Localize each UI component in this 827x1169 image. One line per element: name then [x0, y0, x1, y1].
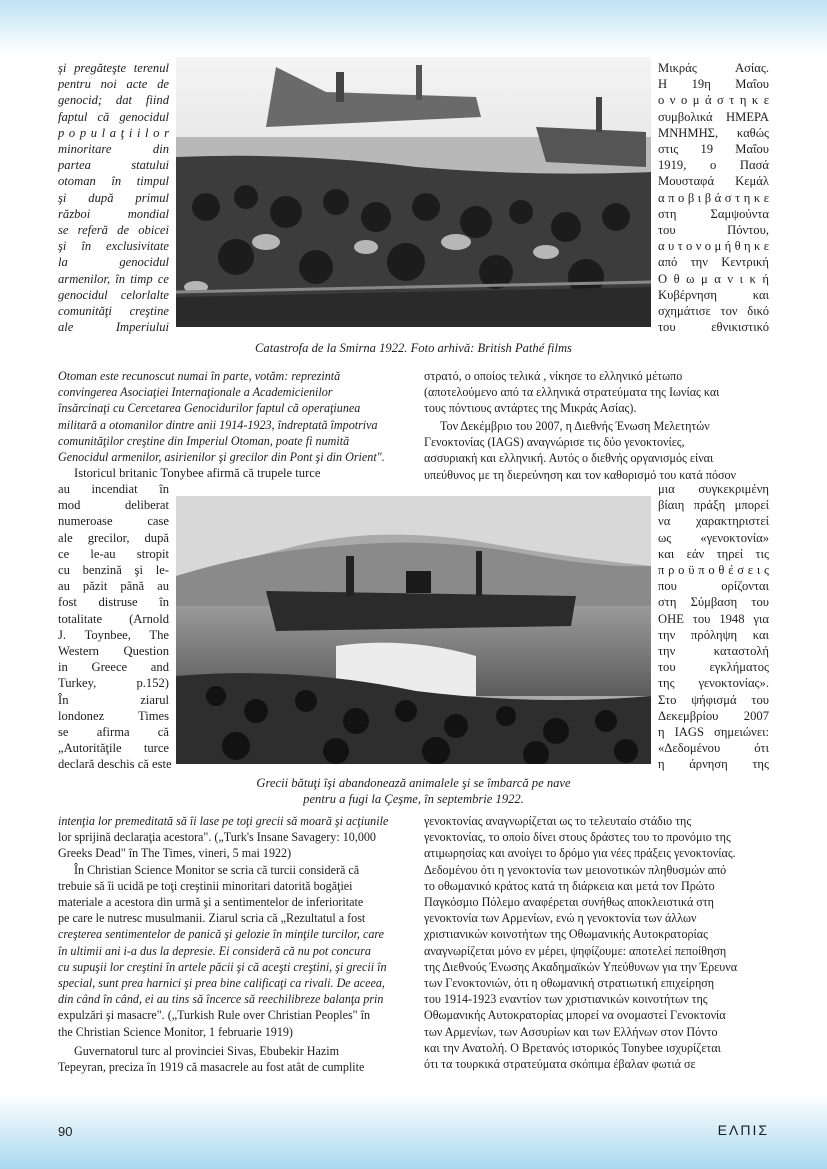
text-line: şi în exclusivitate	[58, 239, 169, 254]
text-line: şi pregăteşte terenul	[58, 61, 169, 75]
text-line: însărcinaţi cu Cercetarea Genocidurilor faptul că operaţiunea	[58, 401, 361, 416]
text-line: totalitate (Arnold	[58, 611, 169, 626]
text-line: pe care le nutresc musulmanii. Ziarul scria că „Rezultatul a fost	[58, 911, 366, 926]
journal-title: ΕΛΠΙΣ	[717, 1122, 769, 1138]
text-line: μια συγκεκριμένη	[658, 482, 769, 496]
smyrna-harbor-photo	[176, 57, 651, 327]
text-line: αναγνωρίζεται μόνο εν μέρει, ψηφίζουμε: αποτελεί πεποίθηση	[424, 943, 727, 958]
text-line: intenţia lor premeditată să îi lase pe toţi grecii să moară şi acţiunile	[58, 814, 389, 828]
text-line: Guvernatorul turc al provinciei Sivas, Ebubekir Hazim	[74, 1043, 339, 1058]
text-line: ale Imperiului	[58, 320, 169, 335]
text-line: Στο ψήφισμά του	[658, 692, 769, 707]
right-paragraph-1	[424, 368, 769, 417]
text-line: mod deliberat	[58, 498, 169, 513]
text-line: που ορίζονται	[658, 579, 769, 594]
text-line: comunităţilor creştine din Imperiul Otoman, poate fi numită	[58, 433, 350, 448]
text-line: Παγκόσμιο Πόλεμο αναφέρεται συνήθως αποκλειστικά στη	[424, 895, 715, 910]
text-line: creşterea sentimentelor de panică şi gelozie în minţile turcilor, care	[58, 927, 385, 942]
text-line: ο ν ο μ ά σ τ η κ ε	[658, 93, 769, 108]
text-line: au incendiat în	[58, 482, 169, 496]
text-line: special, sunt prea harnici şi prea bine calificaţi ca rivali. De aceea,	[58, 976, 385, 991]
text-line: otoman în timpul	[58, 174, 169, 189]
text-line: (αποτελούμενο από τα ελληνικά στρατεύματα της Ιωνίας και	[424, 385, 720, 400]
text-line: militară a otomanilor dintre anii 1914-1923, îndreptată împotriva	[58, 417, 378, 432]
page-number: 90	[58, 1124, 73, 1139]
text-line: partea statului	[58, 158, 169, 173]
text-line: στρατό, ο οποίος τελικά , νίκησε το ελληνικό μέτωπο	[424, 369, 683, 383]
text-line: Δεδομένου ότι η γενοκτονία των μειονοτικών πληθυσμών από	[424, 862, 727, 877]
text-line: Οθωμανικής Αυτοκρατορίας μπορεί να ονομαστεί Γενοκτονία	[424, 1008, 726, 1023]
text-line: din când în când, ei au tins să încerce să reechilibreze balanţa prin	[58, 992, 384, 1007]
text-line: Δεκεμβρίου 2007	[658, 708, 769, 723]
text-line: του εθνικιστικό	[658, 320, 769, 335]
text-line: και την Ανατολή. Ο Βρετανός ιστορικός Tonybee ισχυρίζεται	[424, 1040, 721, 1055]
text-line: την καταστολή	[658, 644, 769, 659]
text-line: numeroase case	[58, 514, 169, 529]
text-line: Genocidul armenilor, asirienilor şi grecilor din Pont şi din Orient".	[58, 450, 385, 465]
text-line: in Greece and	[58, 660, 169, 675]
text-line: το οθωμανικό κράτος κατά τη διάρκεια και μετά τον Πρώτο	[424, 878, 715, 893]
text-line: να χαρακτηριστεί	[658, 514, 769, 529]
text-line: της γενοκτονίας».	[658, 676, 769, 691]
text-line: π ρ ο ϋ π ο θ έ σ ε ι ς	[658, 563, 769, 578]
text-line: στη Σαμψούντα	[658, 206, 769, 221]
text-line: του Πόντου,	[658, 223, 769, 238]
text-line: londonez Times	[58, 708, 169, 723]
text-line: α υ τ ο ν ο μ ή θ η κ ε	[658, 239, 769, 254]
text-line: se referă de obicei	[58, 223, 169, 238]
right-paragraph-2	[424, 418, 769, 483]
text-line: σχημάτισε τον δικό	[658, 304, 769, 319]
text-line: materiale a acestora din urmă şi a sentimentelor de inferioritate	[58, 895, 364, 910]
page-top-band	[0, 0, 827, 55]
text-line: ce le-au stropit	[58, 546, 169, 561]
cesme-embarkation-photo	[176, 496, 651, 764]
text-line: Western Question	[58, 644, 169, 659]
photo2-caption-line1: Grecii bătuţi îşi abandonează animalele şi se îmbarcă pe nave	[256, 776, 571, 790]
text-line: convingerea Asociaţiei Internaţionale a Academicienilor	[58, 385, 333, 400]
text-line: την πρόληψη και	[658, 627, 769, 642]
left-column-top	[58, 60, 169, 335]
text-line: J. Toynbee, The	[58, 627, 169, 642]
text-line: genocid; dat fiind	[58, 93, 169, 108]
text-line: p o p u l a ţ i i l o r	[58, 125, 169, 140]
text-line: γενοκτονίας αναγνωρίζεται ως το τελευταίο στάδιο της	[424, 814, 692, 828]
text-line: Τον Δεκέμβριο του 2007, η Διεθνής Ένωση Μελετητών	[440, 419, 710, 433]
text-line: α π ο β ι β ά σ τ η κ ε	[658, 190, 769, 205]
text-line: και εάν τηρεί τις	[658, 546, 769, 561]
right-column-top	[658, 60, 769, 335]
right-column-bottom	[424, 813, 769, 1072]
text-line: της Διεθνούς Ένωσης Ακαδημαϊκών Υπεύθυνων για την Έρευνα	[424, 959, 738, 974]
text-line: armenilor, în timp ce	[58, 271, 169, 286]
text-line: ale grecilor, după	[58, 530, 169, 545]
text-line: Greeks Dead" în The Times, vineri, 5 mai 1922)	[58, 846, 292, 861]
text-line: η IAGS σημειώνει:	[658, 725, 769, 740]
text-line: la genocidul	[58, 255, 169, 270]
text-line: În Christian Science Monitor se scria că turcii consideră că	[74, 862, 360, 877]
text-line: ως «γενοκτονία»	[658, 530, 769, 545]
text-line: Turkey, p.152)	[58, 676, 169, 691]
text-line: expulzări şi masacre". („Turkish Rule over Christian Peoples" în	[58, 1008, 371, 1023]
page-bottom-band	[0, 1094, 827, 1169]
text-line: η άρνηση της	[658, 757, 769, 772]
text-line: genocidul celorlalte	[58, 287, 169, 302]
text-line: του 1914-1923 εναντίον των χριστιανικών κοινοτήτων της	[424, 992, 708, 1007]
text-line: şi după primul	[58, 190, 169, 205]
text-line: στη Σύμβαση του	[658, 595, 769, 610]
text-line: declară deschis că este	[58, 757, 172, 772]
text-line: συμβολικά ΗΜΕΡΑ	[658, 109, 769, 124]
text-line: 1919, ο Πασά	[658, 158, 769, 173]
text-line: στις 19 Μαΐου	[658, 142, 769, 157]
text-line: Κυβέρνηση και	[658, 287, 769, 302]
text-line: faptul că genocidul	[58, 109, 169, 124]
text-line: „Autorităţile turce	[58, 741, 169, 756]
text-line: în ultimii ani i-a dus la depresie. Ei consideră că nu pot concura	[58, 943, 371, 958]
text-line: fost distruse în	[58, 595, 169, 610]
left-column-mid	[58, 481, 172, 773]
right-column-mid	[658, 481, 769, 773]
text-line: lor sprijină declaraţia acestora". („Turk's Insane Savagery: 10,000	[58, 830, 376, 845]
text-line: În ziarul	[58, 692, 169, 707]
text-line: Tepeyran, preciza în 1919 că masacrele au fost atât de cumplite	[58, 1060, 365, 1075]
text-line: ασσυριακή και ελληνική. Αυτός ο διεθνής οργανισμός είναι	[424, 451, 714, 466]
text-line: Μικράς Ασίας.	[658, 61, 769, 75]
text-line: Ο θ ω μ α ν ι κ ή	[658, 271, 769, 286]
text-line: των Αρμενίων, των Ασσυρίων και των Ελλήνων στον Πόντο	[424, 1024, 718, 1039]
left-column-bottom	[58, 813, 408, 1075]
text-line: γενοκτονία των Αρμενίων, ενώ η γενοκτονία των άλλων	[424, 911, 697, 926]
text-line: cu benzină şi le-	[58, 563, 169, 578]
text-line: ατιμωρησίας και ανοίγει το δρόμο για νέες πράξεις γενοκτονίας.	[424, 846, 736, 861]
text-line: των Γενοκτονιών, ότι η οθωμανική στρατιωτική επιχείρηση	[424, 976, 715, 991]
text-line: Η 19η Μαΐου	[658, 77, 769, 92]
text-line: ΟΗΕ του 1948 για	[658, 611, 769, 626]
photo2-caption	[176, 775, 651, 807]
photo2-caption-line2: pentru a fugi la Çeşme, în septembrie 1922.	[303, 792, 524, 806]
text-line: Μουσταφά Κεμάλ	[658, 174, 769, 189]
text-line: Γενοκτονίας (IAGS) αναγνώρισε τις δύο γενοκτονίες,	[424, 435, 685, 450]
text-line: υπεύθυνος με τη διερεύνηση και τον καθορισμό του κατά πόσον	[424, 467, 737, 482]
text-line: χριστιανικών κοινοτήτων της Οθωμανικής Αυτοκρατορίας	[424, 927, 708, 942]
text-line: τους πόντιους αντάρτες της Μικράς Ασίας).	[424, 401, 637, 416]
text-line: comunităţi creştine	[58, 304, 169, 319]
left-paragraph-1	[58, 368, 408, 465]
left-paragraph-2-first: Istoricul britanic Tonybee afirmă că trupele turce	[74, 466, 321, 480]
text-line: Otoman este recunoscut numai în parte, votăm: reprezintă	[58, 369, 341, 383]
text-line: trebuie să îi ucidă pe toţi creştinii minoritari datorită bogăţiei	[58, 878, 353, 893]
text-line: război mondial	[58, 206, 169, 221]
text-line: au păzit până au	[58, 579, 169, 594]
text-line: του εγκλήματος	[658, 660, 769, 675]
text-line: minoritare din	[58, 142, 169, 157]
text-line: βίαιη πράξη μπορεί	[658, 498, 769, 513]
text-line: «Δεδομένου ότι	[658, 741, 769, 756]
text-line: se afirma că	[58, 725, 169, 740]
text-line: γενοκτονίας, το οποίο δίνει στους δράστες του το προνόμιο της	[424, 830, 731, 845]
text-line: ΜΝΗΜΗΣ, καθώς	[658, 125, 769, 140]
text-line: pentru noi acte de	[58, 77, 169, 92]
text-line: ότι τα τουρκικά στρατεύματα σκόπιμα έβαλαν φωτιά σε	[424, 1057, 696, 1072]
text-line: από την Κεντρική	[658, 255, 769, 270]
text-line: the Christian Science Monitor, 1 februarie 1919)	[58, 1024, 293, 1039]
photo1-caption: Catastrofa de la Smirna 1922. Foto arhivă: British Pathé films	[255, 341, 572, 355]
text-line: cu supuşii lor creştini în artele păcii şi că aceşti creştini, şi grecii în	[58, 959, 387, 974]
